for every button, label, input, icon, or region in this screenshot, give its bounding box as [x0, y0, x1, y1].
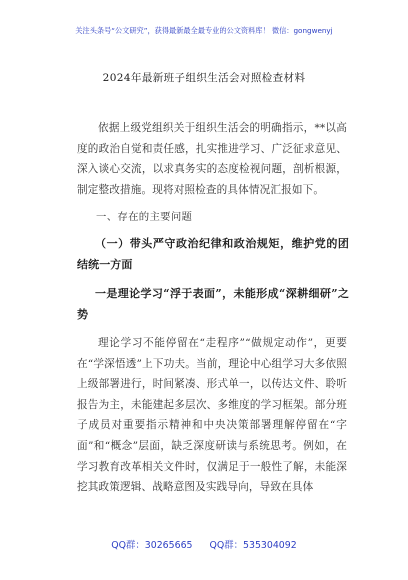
section-heading: 一、存在的主要问题 [96, 211, 193, 223]
header-promo-note: 关注头条号“公文研究”，获得最新最全最专业的公文资料库！ 微信：gongwenyj [75, 26, 333, 35]
footer-qq-group-1: QQ群：30265665 [111, 540, 193, 551]
document-title: 2024年最新班子组织生活会对照检查材料 [102, 72, 306, 84]
footer-qq-group-2: QQ群：535304092 [209, 540, 297, 551]
subsection-heading-1: （一）带头严守政治纪律和政治规矩，维护党的团结统一方面 [77, 237, 349, 271]
body-paragraph: 理论学习不能停留在“走程序”“做规定动作”，更要在“学深悟透”上下功夫。当前，理论中心组学习大多依照上级部署进行，时间紧凑、形式单一，以传达文件、聆听报告为主，未能建起多层次、多维度的学习框架。部分班子成员对重要指示精神和中央决策部署理解停留在“字面”和“概念”层面，缺乏深度研读与系统思考。例如，在学习教育改革相关文件时，仅满足于一般性了解，未能深挖其政策逻辑、战略意图及实践导向，导致在具体 [77, 337, 347, 494]
intro-paragraph: 依据上级党组织关于组织生活会的明确指示，**以高度的政治自觉和责任感，扎实推进学习、广泛征求意见、深入谈心交流，以求真务实的态度检视问题，剖析根源，制定整改措施。现将对照检查的具体情况汇报如下。 [77, 122, 347, 196]
subsection-heading-2: 一是理论学习“浮于表面”，未能形成“深耕细研”之势 [77, 287, 349, 321]
footer-contact [0, 537, 408, 551]
